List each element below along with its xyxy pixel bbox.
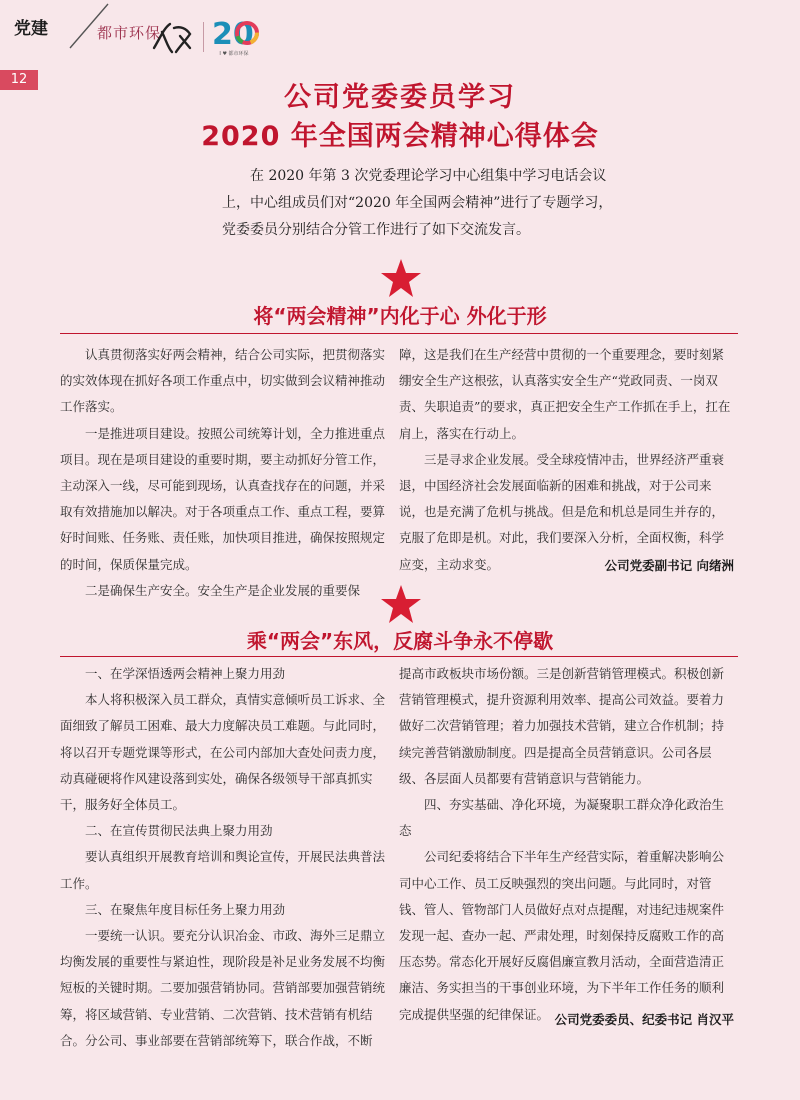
brand-calligraphy-logo	[150, 18, 194, 56]
section1-signature: 公司党委副书记 向绪洲	[604, 558, 734, 573]
page-header	[0, 0, 800, 64]
subsection-heading: 一、在学深悟透两会精神上聚力用劲	[85, 666, 286, 681]
brand-name: 都市环保	[97, 24, 162, 42]
anniv-number: 20	[212, 17, 254, 50]
section1-divider	[60, 333, 738, 334]
intro-paragraph: 在 2020 年第 3 次党委理论学习中心组集中学习电话会议上，中心组成员们对“2020 年全国两会精神”进行了专题学习，党委委员分别结合分管工作进行了如下交流发言。	[222, 168, 613, 238]
section2-divider	[60, 656, 738, 657]
paragraph: 一是推进项目建设。按照公司统筹计划，全力推进重点项目。现在是项目建设的重要时期，要主动抓好分管工作，主动深入一线，尽可能到现场，认真查找存在的问题，并采取有效措施加以解决。对于各项重点工作、重点工程，要算好时间账、任务账、责任账，加快项目推进，确保按照规定的时间，保质保量完成。	[60, 425, 386, 572]
anniversary-20-logo	[210, 14, 260, 50]
section2-signature: 公司党委委员、纪委书记 肖汉平	[554, 1012, 734, 1027]
section2-heading: 乘“两会”东风，反腐斗争永不停歇	[246, 629, 554, 653]
header-divider	[203, 22, 204, 52]
section-tag: 党建	[14, 19, 48, 39]
title-line-1: 公司党委委员学习	[284, 82, 516, 113]
paragraph: 障，这是我们在生产经营中贯彻的一个重要理念，要时刻紧绷安全生产这根弦，认真落实安全生产“党政同责、一岗双责、失职追责”的要求，真正把安全生产工作抓在手上，扛在肩上，落实在行动上。	[399, 347, 731, 441]
section2-right-column	[399, 661, 734, 1028]
paragraph: 二是确保生产安全。安全生产是企业发展的重要保	[85, 582, 361, 598]
anniversary-caption: I ♥ 都市环保	[219, 51, 249, 57]
paragraph: 认真贯彻落实好两会精神，结合公司实际，把贯彻落实的实效体现在抓好各项工作重点中，切实做到会议精神推动工作落实。	[60, 347, 386, 415]
section1-left-column	[60, 342, 390, 604]
subsection-heading: 二、在宣传贯彻民法典上聚力用劲	[85, 823, 273, 839]
subsection-heading: 四、夯实基础、净化环境，为凝聚职工群众净化政治生态	[399, 797, 725, 839]
title-line-2: 2020 年全国两会精神心得体会	[201, 121, 599, 152]
paragraph: 本人将积极深入员工群众，真情实意倾听员工诉求、全面细致了解员工困难、最大力度解决员工难题。与此同时，将以召开专题党课等形式，在公司内部加大查处问责力度，动真碰硬将作风建设落到实处，确保各级领导干部真抓实干，服务好全体员工。	[60, 692, 386, 813]
paragraph: 一要统一认识。要充分认识冶金、市政、海外三足鼎立均衡发展的重要性与紧迫性，现阶段是补足业务发展不均衡短板的关键时期。二要加强营销协同。营销部要加强营销统筹，将区域营销、专业营销、二次营销、技术营销有机结合。分公司、事业部要在营销部统筹下，联合作战，不断	[60, 928, 386, 1048]
section1-heading: 将“两会精神”内化于心 外化于形	[253, 304, 547, 328]
section1-right-column	[399, 342, 734, 578]
paragraph: 要认真组织开展教育培训和舆论宣传，开展民法典普法工作。	[60, 849, 386, 891]
paragraph: 三是寻求企业发展。受全球疫情冲击，世界经济严重衰退，中国经济社会发展面临新的困难和挑战，对于公司来说，也是充满了危机与挑战。但是危和机总是同生并存的，克服了危即是机。对此，我们要深入分析，全面权衡，科学应变，主动求变。	[399, 451, 725, 572]
paragraph: 公司纪委将结合下半年生产经营实际，着重解决影响公司中心工作、员工反映强烈的突出问题。与此同时，对管钱、管人、管物部门人员做好点对点提醒，对违纪违规案件发现一起、查办一起、严肃处理，时刻保持反腐败工作的高压态势。常态化开展好反腐倡廉宣教月活动，全面营造清正廉洁、务实担当的干事创业环境，为下半年工作任务的顺利完成提供坚强的纪律保证。	[399, 849, 725, 1022]
page-number: 12	[0, 70, 38, 90]
section2-left-column	[60, 661, 390, 1054]
subsection-heading: 三、在聚焦年度目标任务上聚力用劲	[85, 901, 286, 917]
star-icon	[380, 584, 422, 624]
paragraph: 提高市政板块市场份额。三是创新营销管理模式。积极创新营销管理模式，提升资源利用效率、提高公司效益。要着力做好二次营销管理；着力加强技术营销，建立合作机制；持续完善营销激励制度。四是提高全员营销意识。公司各层级、各层面人员都要有营销意识与营销能力。	[399, 666, 725, 786]
star-icon	[380, 258, 422, 298]
